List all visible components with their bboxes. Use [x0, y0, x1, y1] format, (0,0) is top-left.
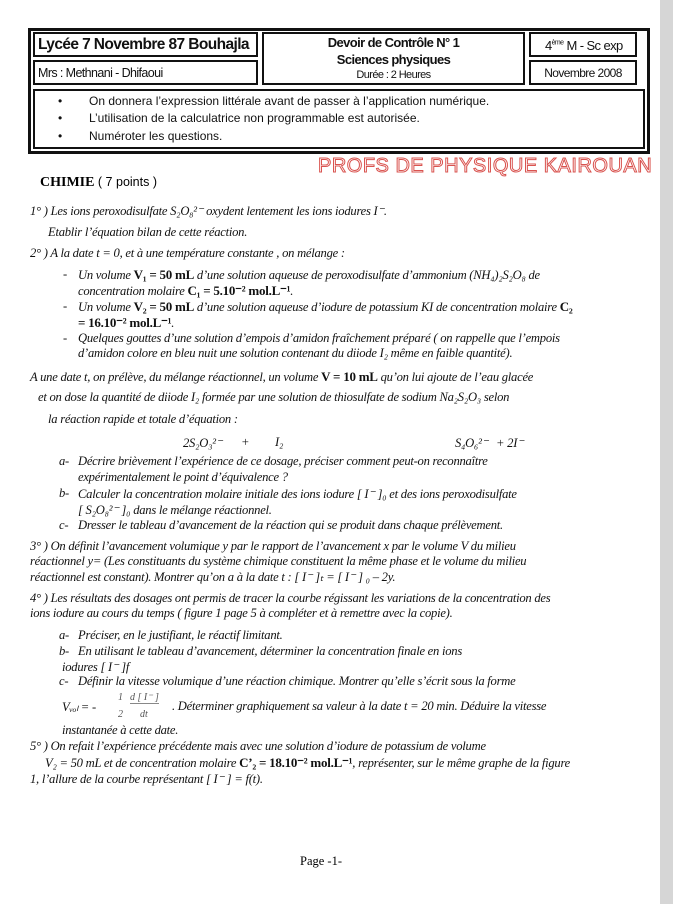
text-segment: Préciser, en le justifiant, le réactif limitant. [78, 628, 283, 642]
text-segment: iodures [ I⁻ ]f [62, 660, 130, 674]
section-points: ( 7 points ) [94, 175, 157, 189]
text-line [30, 771, 263, 787]
text-segment: . Déterminer graphiquement sa valeur à la date t = 20 min. Déduire la vitesse [172, 699, 547, 713]
text-segment: instantanée à cette date. [62, 723, 179, 737]
section-heading [40, 173, 157, 191]
bullet-icon: • [58, 129, 63, 143]
fraction-numerator: 1 [118, 692, 123, 703]
class-section: M - Sc exp [563, 38, 623, 53]
text-line [30, 203, 387, 219]
text-line [78, 315, 174, 331]
date-box [529, 60, 637, 85]
class-level: 4 [545, 38, 552, 53]
text-line [38, 390, 509, 405]
bold-value: = 16.10⁻² mol.L⁻¹ [78, 315, 172, 330]
text-segment: expérimentalement le point d’équivalence ? [78, 470, 288, 484]
item-label: a- [59, 454, 69, 468]
item-label: b- [59, 486, 69, 500]
school-box [33, 32, 258, 57]
item-label: c- [59, 674, 69, 688]
subject: Sciences physiques [336, 52, 451, 67]
text-line [78, 502, 272, 518]
text-segment: Etablir l’équation bilan de cette réaction. [48, 225, 248, 239]
section-title: CHIMIE [40, 175, 95, 190]
text-segment: Définir la vitesse volumique d’une réaction chimique. Montrer qu’elle s’écrit sous la forme [78, 674, 516, 688]
text-segment: , représenter, sur le même graphe de la figure [352, 756, 570, 770]
text-segment: En utilisant le tableau d’avancement, déterminer la concentration finale en ions [78, 644, 462, 658]
dash: - [63, 267, 67, 281]
fraction-denominator: dt [140, 709, 148, 720]
text-segment: 5° ) On refait l’expérience précédente mais avec une solution d’iodure de potassium de volume [30, 739, 486, 753]
page-number: Page -1- [300, 854, 342, 868]
text-line [78, 283, 293, 299]
text-line [78, 454, 488, 469]
text-segment: A une date t, on prélève, du mélange réactionnel, un volume [30, 370, 322, 384]
class-box [529, 32, 637, 57]
text-segment: 1, l’allure de la courbe représentant [ I⁻ ] = f(t). [30, 772, 263, 786]
text-line [30, 539, 516, 554]
text-segment: . [290, 284, 294, 298]
text-segment: ions iodure au cours du temps ( figure 1 page 5 à compléter et à remettre avec la copie). [30, 606, 453, 620]
exam-page: Lycée 7 Novembre 87 Bouhajla Mrs : Methnani - Dhifaoui Devoir de Contrôle N° 1 Sciences physiques Durée : 2 Heures 4ème M - Sc exp Novembre 2008 • On donnera l’expression littérale avant de passer à l’application numérique. • L’utilisation de la calculatrice non programmable est autorisée. • Numéroter les questions. CHIMIE ( 7 points ) 1° ) Les ions peroxodisulfate S₂O₈²⁻ oxydent lentement les ions iodures I⁻. Etablir l’équation bilan de cette réaction. 2° ) A la date t = 0, et à une température constante , on mélange : - Un volume V₁ = 50 mL d’une solution aqueuse de peroxodisulfate d’ammonium (NH₄)₂S₂O₈ de concentration molaire C₁ = 5.10⁻² mol.L⁻¹. - Un volume V₂ = 50 mL d’une solution aqueuse d’iodure de potassium KI de concentration molaire C₂ = 16.10⁻² mol.L⁻¹. - Quelques gouttes d’une solution d’empois d’amidon fraîchement préparé ( on rappelle que l’empois d’amidon colore en bleu nuit une solution contenant du diiode I₂ même en faible quantité). A une date t, on prélève, du mélange réactionnel, un volume V = 10 mL qu’on lui ajoute de l’eau glacée et on dose la quantité de diiode I₂ formée par une solution de thiosulfate de sodium Na₂S₂O₃ selon la réaction rapide et totale d’équation : 2S₂O₃²⁻ + I₂ S₄O₆²⁻ + 2I⁻ a- Décrire brièvement l’expérience de ce dosage, préciser comment peut-on reconnaître expérimentalement le point d’équivalence ? b- Calculer la concentration molaire initiale des ions iodure [ I⁻ ]₀ et des ions peroxodisulfate [ S₂O₈²⁻ ]₀ dans le mélange réactionnel. c- Dresser le tableau d’avancement de la réaction qui se produit dans chaque prélèvement. 3° ) On définit l’avancement volumique y par le rapport de l’avancement x par le volume V du milieu réactionnel y= (Les constituants du système chimique constituent la même phase et le volume du milieu réactionnel est constant). Montrer qu’on a à la date t : [ I⁻ ]ₜ = [ I⁻ ] ₀ – 2y. 4° ) Les résultats des dosages ont permis de tracer la courbe régissant les variations de la concentration des ions iodure au cours du temps ( figure 1 page 5 à compléter et à remettre avec la copie). a- Préciser, en le justifiant, le réactif limitant. b- En utilisant le tableau d’avancement, déterminer la concentration finale en ions iodures [ I⁻ ]f c- Définir la vitesse volumique d’une réaction chimique. Montrer qu’elle s’écrit sous la forme Vᵥₒₗ = - 1 2 d [ I⁻ ] dt . Déterminer graphiquement sa valeur à la date t = 20 min. Déduire la vitesse instantanée à cette date. 5° ) On refait l’expérience précédente mais avec une solution d’iodure de potassium de volume V₂ = 50 mL et de concentration molaire C’₂ = 18.10⁻² mol.L⁻¹, représenter, sur le même graphe de la figure 1, l’allure de la courbe représentant [ I⁻ ] = f(t). Page -1- PROFS DE PHYSIQUE KAIROUAN [0, 0, 660, 904]
text-line [30, 591, 550, 606]
text-segment: concentration molaire [78, 284, 188, 298]
text-line [78, 644, 462, 659]
equation-plus: + [241, 435, 250, 449]
text-line [78, 674, 515, 689]
teachers-box [33, 60, 258, 85]
bold-value: C₁ = 5.10⁻² mol.L⁻¹ [187, 283, 291, 298]
text-segment: réactionnel y= (Les constituants du système chimique constituent la même phase et le volume du milieu [30, 554, 527, 568]
text-line [45, 755, 570, 771]
exam-title: Devoir de Contrôle N° 1 [327, 35, 460, 50]
text-line [62, 659, 129, 675]
item-label: b- [59, 644, 69, 658]
text-segment: Vᵥₒₗ = - [62, 700, 96, 714]
text-line [30, 554, 526, 569]
duration: Durée : 2 Heures [356, 69, 431, 81]
dash: - [63, 331, 67, 345]
text-line [30, 369, 533, 385]
text-line [78, 486, 517, 502]
text-segment: Calculer la concentration molaire initiale des ions iodure [ I⁻ ]₀ et des ions peroxodisulfate [78, 487, 517, 501]
text-line [62, 699, 96, 715]
text-segment: V₂ = 50 mL et de concentration molaire [45, 756, 240, 770]
equation-product-1: S₄O₆²⁻ [455, 436, 489, 450]
class-sup: ème [551, 39, 564, 47]
text-segment: d’amidon colore en bleu nuit une solution contenant du diiode I₂ même en faible quantité). [78, 346, 513, 360]
bullet-icon: • [58, 111, 63, 125]
text-segment: 4° ) Les résultats des dosages ont permis de tracer la courbe régissant les variations de la concentration des [30, 591, 551, 605]
fraction-denominator: 2 [118, 709, 123, 720]
teachers: Mrs : Methnani - Dhifaoui [38, 66, 163, 80]
text-segment: d’une solution aqueuse d’iodure de potassium KI de concentration molaire [194, 300, 560, 314]
text-line [30, 569, 395, 585]
fraction-numerator: d [ I⁻ ] [130, 692, 159, 703]
exam-date: Novembre 2008 [544, 66, 622, 80]
text-line [62, 723, 178, 738]
school-name: Lycée 7 Novembre 87 Bouhajla [38, 36, 249, 53]
class-label [545, 38, 623, 53]
text-segment: 3° ) On définit l’avancement volumique y par le rapport de l’avancement x par le volume V du milieu [30, 539, 516, 553]
text-line [30, 246, 345, 261]
text-line [78, 299, 572, 315]
text-segment: et on dose la quantité de diiode I₂ formée par une solution de thiosulfate de sodium Na₂S₂O₃ selon [38, 390, 510, 404]
bold-value: C’₂ = 18.10⁻² mol.L⁻¹ [239, 755, 353, 770]
text-segment: 2° ) A la date t = 0, et à une température constante , on mélange : [30, 246, 345, 260]
text-line [48, 225, 247, 240]
item-label: a- [59, 628, 69, 642]
text-segment: qu’on lui ajoute de l’eau glacée [377, 370, 534, 384]
bold-value: V₂ = 50 mL [133, 299, 195, 314]
equation-reactant-2: I₂ [275, 435, 284, 449]
text-segment: Quelques gouttes d’une solution d’empois d’amidon fraîchement préparé ( on rappelle que l’empois [78, 331, 560, 345]
watermark: PROFS DE PHYSIQUE KAIROUAN [318, 155, 653, 177]
title-box [262, 32, 525, 85]
text-line [78, 331, 560, 346]
text-segment: 1° ) Les ions peroxodisulfate S₂O₈²⁻ oxydent lentement les ions iodures I⁻. [30, 204, 387, 218]
bold-value: C₂ [559, 299, 573, 314]
bullet-icon: • [58, 94, 63, 108]
text-segment: Dresser le tableau d’avancement de la réaction qui se produit dans chaque prélèvement. [78, 518, 503, 532]
bold-value: V = 10 mL [321, 369, 378, 384]
text-segment: Décrire brièvement l’expérience de ce dosage, préciser comment peut-on reconnaître [78, 454, 488, 468]
text-segment: Un volume [78, 268, 134, 282]
text-line [78, 470, 288, 485]
text-line [78, 518, 503, 533]
text-segment: Un volume [78, 300, 134, 314]
text-segment: [ S₂O₈²⁻ ]₀ dans le mélange réactionnel. [78, 503, 272, 517]
text-segment: la réaction rapide et totale d’équation : [48, 412, 238, 426]
bold-value: V₁ = 50 mL [133, 267, 195, 282]
dash: - [63, 299, 67, 313]
text-line [30, 739, 486, 754]
text-line [78, 267, 540, 283]
text-segment: . [171, 316, 175, 330]
text-line [30, 606, 453, 621]
item-label: c- [59, 518, 69, 532]
text-line [78, 346, 512, 361]
text-segment: réactionnel est constant). Montrer qu’on a à la date t : [ I⁻ ]ₜ = [ I⁻ ] ₀ – 2y. [30, 570, 396, 584]
text-line [48, 412, 238, 427]
text-line [172, 699, 546, 714]
equation-reactant-1: 2S₂O₃²⁻ [183, 436, 223, 450]
text-segment: d’une solution aqueuse de peroxodisulfate d’ammonium (NH₄)₂S₂O₈ de [194, 268, 540, 282]
equation-product-2: + 2I⁻ [496, 436, 524, 450]
text-line [78, 628, 283, 643]
